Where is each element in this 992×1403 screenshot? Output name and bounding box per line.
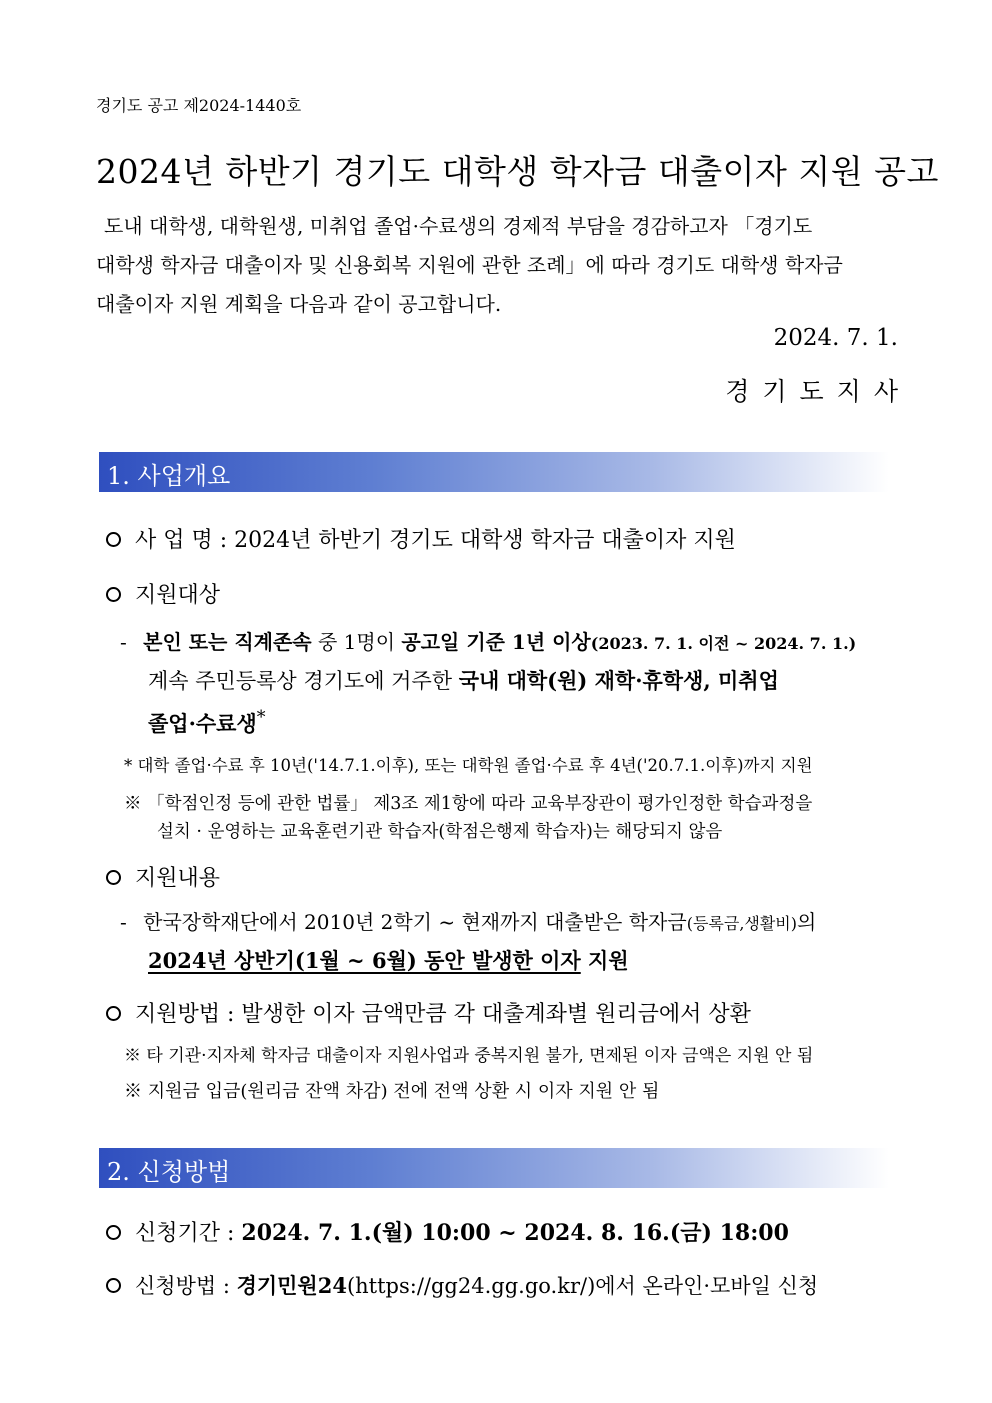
content-line-2 (148, 945, 629, 975)
dash-marker: - (120, 630, 127, 654)
target-note-2a: ※ 「학점인정 등에 관한 법률」 제3조 제1항에 따라 교육부장관이 평가인정한 학습과정을 (124, 794, 813, 814)
notice-number: 경기도 공고 제2024-1440호 (96, 96, 302, 115)
circle-bullet-icon (106, 1278, 121, 1293)
period-value: 2024. 7. 1.(월) 10:00 ~ 2024. 8. 16.(금) 18:00 (241, 1220, 789, 1246)
target-heading (106, 578, 220, 609)
intro-line-1: 도내 대학생, 대학원생, 미취업 졸업·수료생의 경제적 부담을 경감하고자 「경기도 (104, 214, 813, 238)
circle-bullet-icon (106, 532, 121, 547)
period-label: 신청기간 : (135, 1221, 242, 1246)
project-name-text: 사 업 명 : 2024년 하반기 경기도 대학생 학자금 대출이자 지원 (135, 528, 736, 553)
project-name-item (106, 523, 736, 554)
method-text: 지원방법 : 발생한 이자 금액만큼 각 대출계좌별 원리금에서 상환 (135, 1002, 751, 1027)
intro-line-2: 대학생 학자금 대출이자 및 신용회복 지원에 관한 조례」에 따라 경기도 대학생 학자금 (96, 253, 843, 277)
target-note-2b: 설치 · 운영하는 교육훈련기관 학습자(학점은행제 학습자)는 해당되지 않음 (157, 822, 723, 842)
section-1-header (99, 452, 889, 492)
signer: 경기도지사 (725, 377, 911, 406)
apply-method-label: 신청방법 : (135, 1274, 237, 1298)
method-note-2: ※ 지원금 입금(원리금 잔액 차감) 전에 전액 상환 시 이자 지원 안 됨 (124, 1081, 660, 1102)
section-2-title: 2. 신청방법 (107, 1158, 231, 1186)
method-note-1: ※ 타 기관·지자체 학자금 대출이자 지원사업과 중복지원 불가, 면제된 이자 금액은 지원 안 됨 (124, 1046, 814, 1066)
apply-method-rest: (https://gg24.gg.go.kr/)에서 온라인·모바일 신청 (346, 1274, 819, 1298)
section-2-header (99, 1148, 889, 1188)
target-heading-text: 지원대상 (135, 583, 221, 608)
circle-bullet-icon (106, 1006, 121, 1021)
content-end-1: 의 (797, 910, 817, 934)
footnote-marker: * (256, 708, 266, 728)
content-text-1: 한국장학재단에서 2010년 2학기 ~ 현재까지 대출받은 학자금 (143, 910, 687, 934)
circle-bullet-icon (106, 1225, 121, 1240)
notice-date: 2024. 7. 1. (773, 325, 898, 351)
content-heading (106, 861, 220, 892)
page-title: 2024년 하반기 경기도 대학생 학자금 대출이자 지원 공고 (96, 152, 939, 191)
apply-method-bold: 경기민원24 (236, 1273, 347, 1298)
target-bold-1: 본인 또는 직계존속 (143, 630, 312, 654)
target-bold-3: 국내 대학(원) 재학·휴학생, 미취업 (458, 668, 779, 693)
section-1-title: 1. 사업개요 (107, 462, 231, 490)
circle-bullet-icon (106, 587, 121, 602)
target-bold-2: 공고일 기준 1년 이상 (401, 630, 591, 654)
content-underlined: 2024년 상반기(1월 ~ 6월) 동안 발생한 이자 (148, 948, 581, 973)
target-period: (2023. 7. 1. 이전 ~ 2024. 7. 1.) (590, 634, 857, 653)
content-end-2: 지원 (580, 948, 629, 973)
circle-bullet-icon (106, 870, 121, 885)
target-bold-4: 졸업·수료생 (148, 711, 257, 736)
apply-method-item (106, 1270, 818, 1300)
intro-line-3: 대출이자 지원 계획을 다음과 같이 공고합니다. (96, 292, 502, 316)
period-item (106, 1216, 789, 1247)
target-note-1: * 대학 졸업·수료 후 10년('14.7.1.이후), 또는 대학원 졸업·수료 후 4년('20.7.1.이후)까지 지원 (124, 756, 813, 775)
dash-marker: - (120, 910, 127, 934)
target-line-2 (148, 665, 779, 695)
content-line-1 (120, 906, 816, 935)
method-item (106, 997, 751, 1028)
target-line-1 (120, 626, 856, 655)
target-text-2: 계속 주민등록상 경기도에 거주한 (148, 669, 459, 693)
content-small: (등록금,생활비) (686, 914, 798, 933)
target-text-1: 중 1명이 (311, 630, 402, 654)
content-heading-text: 지원내용 (135, 866, 221, 891)
target-line-3 (148, 708, 266, 738)
